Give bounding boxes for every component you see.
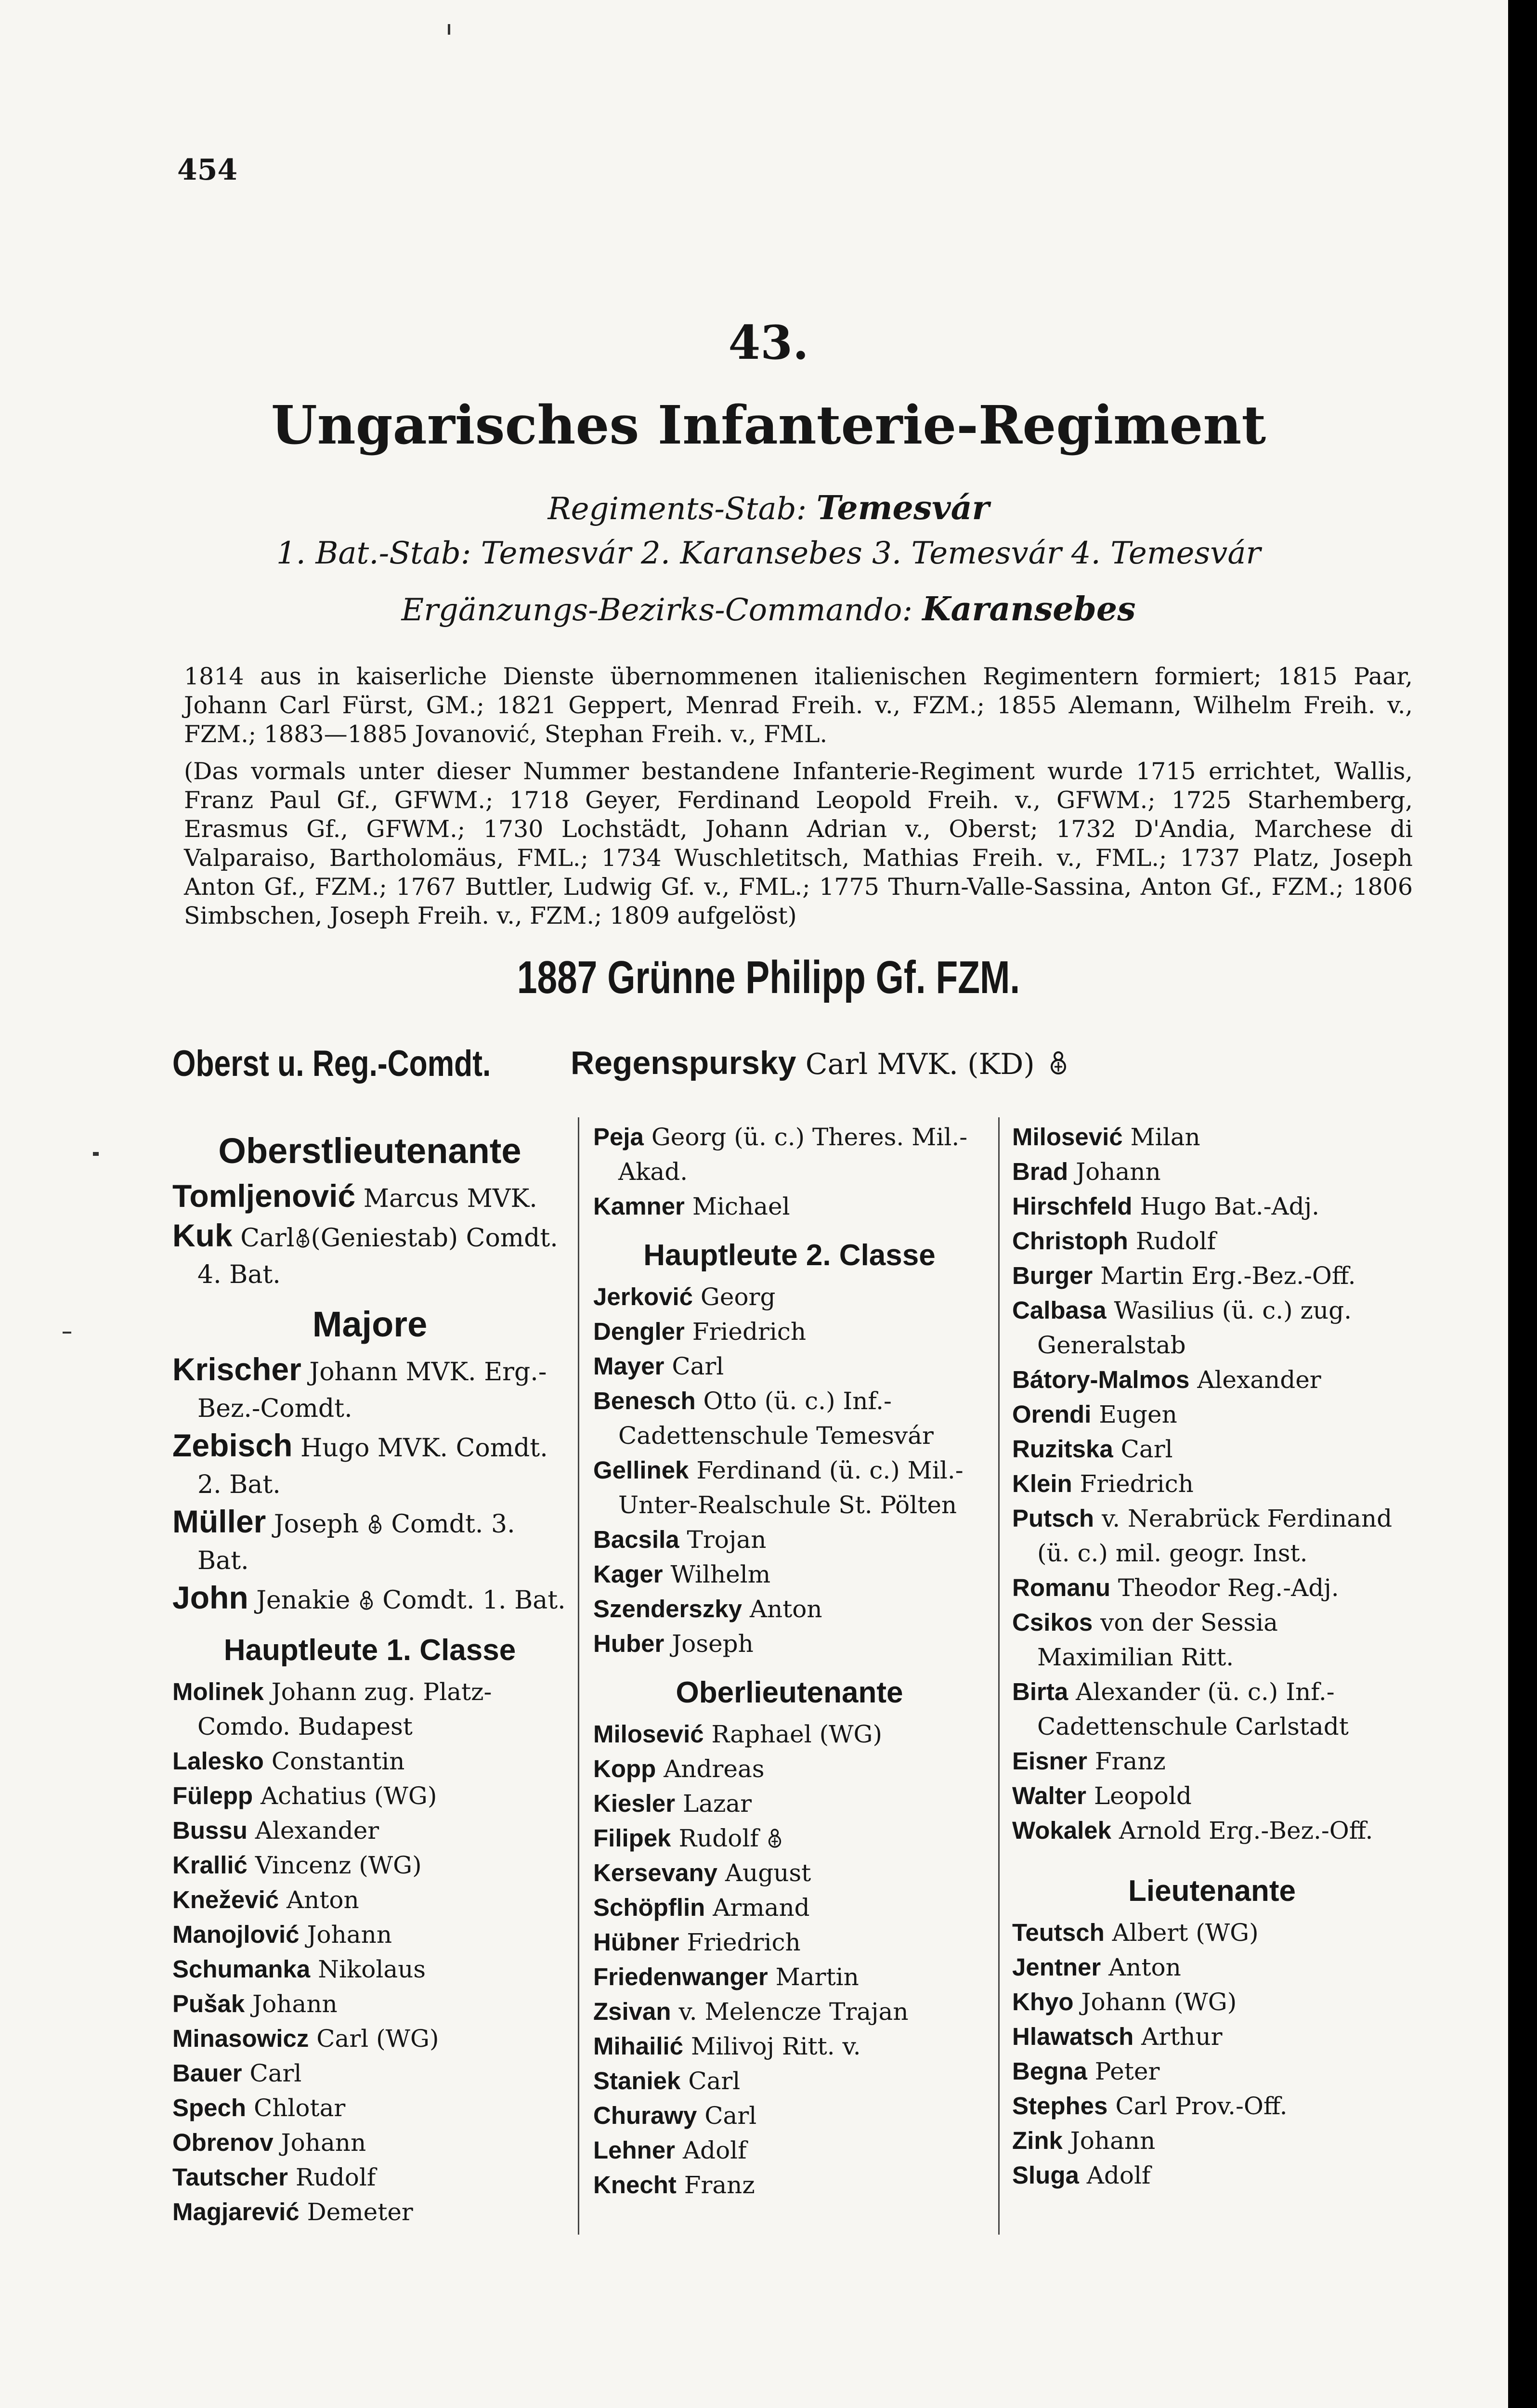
list-item: Khyo Johann (WG) — [1012, 1988, 1237, 2016]
list-item: Zebisch Hugo MVK. Comdt. 2. Bat. — [172, 1427, 548, 1499]
column-divider — [578, 1117, 579, 2235]
decoration-cross-icon — [1049, 1049, 1068, 1077]
list-item: Bussu Alexander — [172, 1817, 379, 1845]
list-item: Manojlović Johann — [172, 1921, 392, 1949]
list-item: Jerković Georg — [593, 1283, 776, 1311]
list-item: Burger Martin Erg.-Bez.-Off. — [1012, 1262, 1356, 1290]
list-item: Lalesko Constantin — [172, 1747, 405, 1775]
list-item: Staniek Carl — [593, 2067, 741, 2095]
list-item: Pušak Johann — [172, 1990, 338, 2018]
list-item: Churawy Carl — [593, 2102, 757, 2130]
page-number: 454 — [177, 153, 238, 187]
list-item: Krallić Vincenz (WG) — [172, 1851, 422, 1879]
list-item: Huber Joseph — [593, 1630, 754, 1658]
list-item: Kager Wilhelm — [593, 1560, 771, 1588]
list-item: Mihailić Milivoj Ritt. v. — [593, 2032, 861, 2060]
oberst-label: Oberst u. Reg.-Comdt. — [172, 1043, 491, 1084]
list-item: Sluga Adolf — [1012, 2161, 1151, 2189]
list-item: Kersevany August — [593, 1859, 811, 1887]
list-item: Krischer Johann MVK. Erg.-Bez.-Comdt. — [172, 1351, 547, 1423]
list-item: Friedenwanger Martin — [593, 1963, 859, 1991]
former-regiment-paragraph: (Das vormals unter dieser Nummer bestandene Infanterie-Regiment wurde 1715 errichtet, Wallis, Franz Paul Gf., GFWM.; 1718 Geyer, Ferdinand Leopold Freih. v., GFWM.; 1725 Starhemberg, Erasmus Gf., GFWM.; 1730 Lochstädt, Johann Adrian v., Oberst; 1732 D'Andia, Marchese di Valparaiso, Bartholomäus, FML.; 1734 Wuschletitsch, Mathias Freih. v., FML.; 1737 Platz, Joseph Anton Gf., FZM.; 1767 Buttler, Ludwig Gf. v., FML.; 1775 Thurn-Valle-Sassina, Anton Gf., FZM.; 1806 Simbschen, Joseph Freih. v., FZM.; 1809 aufgelöst) — [184, 758, 1413, 929]
decoration-cross-icon — [295, 1227, 311, 1249]
column-3 — [1012, 1120, 1412, 2193]
list-item: Milosević Raphael (WG) — [593, 1720, 882, 1748]
heading-oberstlieutenante: Oberstlieutenante — [218, 1131, 521, 1171]
list-item: Szenderszky Anton — [593, 1595, 822, 1623]
column-2 — [593, 1120, 986, 2202]
regiment-staff-line — [0, 489, 1537, 527]
list-item: Kiesler Lazar — [593, 1790, 752, 1818]
list-item: Stephes Carl Prov.-Off. — [1012, 2092, 1288, 2120]
list-item: Hirschfeld Hugo Bat.-Adj. — [1012, 1192, 1320, 1220]
list-item: Bacsila Trojan — [593, 1526, 767, 1554]
list-item: Knecht Franz — [593, 2171, 755, 2199]
column-1 — [172, 1120, 567, 2229]
decoration-cross-icon — [767, 1827, 783, 1849]
list-item: John Jenakie Comdt. 1. Bat. — [172, 1580, 566, 1615]
list-item: Ruzitska Carl — [1012, 1435, 1173, 1463]
decoration-cross-icon — [358, 1589, 375, 1611]
list-item: Müller Joseph Comdt. 3. Bat. — [172, 1504, 515, 1575]
list-item: Knežević Anton — [172, 1886, 359, 1914]
regiment-staff-label: Regiments-Stab: — [547, 491, 807, 527]
list-item: Fülepp Achatius (WG) — [172, 1782, 437, 1810]
list-item: Csikos von der Sessia Maximilian Ritt. — [1012, 1609, 1278, 1671]
list-item: Zink Johann — [1012, 2127, 1156, 2155]
heading-oberlieutenante: Oberlieutenante — [676, 1676, 903, 1709]
list-item: Bátory-Malmos Alexander — [1012, 1366, 1321, 1394]
list-item: Calbasa Wasilius (ü. c.) zug. Generalstab — [1012, 1296, 1352, 1359]
list-item: Tomljenović Marcus MVK. — [172, 1178, 537, 1214]
list-item: Milosević Milan — [1012, 1123, 1200, 1151]
list-item: Peja Georg (ü. c.) Theres. Mil.-Akad. — [593, 1123, 968, 1186]
list-item: Kuk Carl (Geniestab) Comdt. 4. Bat. — [172, 1217, 558, 1289]
list-item: Molinek Johann zug. Platz-Comdo. Budapest — [172, 1678, 492, 1741]
list-item: Tautscher Rudolf — [172, 2163, 376, 2191]
list-item: Lehner Adolf — [593, 2136, 747, 2164]
list-item: Romanu Theodor Reg.-Adj. — [1012, 1574, 1339, 1602]
list-item: Dengler Friedrich — [593, 1318, 807, 1346]
list-item: Kamner Michael — [593, 1192, 790, 1220]
oberst-surname: Regenspursky — [571, 1045, 796, 1081]
column-divider — [998, 1117, 1000, 2235]
list-item: Kopp Andreas — [593, 1755, 765, 1783]
list-item: Minasowicz Carl (WG) — [172, 2025, 439, 2053]
decoration-cross-icon — [367, 1513, 383, 1535]
list-item: Begna Peter — [1012, 2057, 1160, 2085]
regiment-number: 43. — [728, 315, 809, 370]
list-item: Teutsch Albert (WG) — [1012, 1919, 1259, 1947]
list-item: Benesch Otto (ü. c.) Inf.-Cadettenschule Temesvár — [593, 1387, 934, 1450]
list-item: Birta Alexander (ü. c.) Inf.-Cadettenschule Carlstadt — [1012, 1678, 1349, 1741]
list-item: Schöpflin Armand — [593, 1894, 810, 1922]
scan-speck — [63, 1332, 71, 1334]
list-item: Brad Johann — [1012, 1158, 1161, 1186]
list-item: Zsivan v. Melencze Trajan — [593, 1998, 909, 2026]
scan-speck — [93, 1152, 99, 1156]
list-item: Walter Leopold — [1012, 1782, 1192, 1810]
list-item: Magjarević Demeter — [172, 2198, 413, 2226]
list-item: Eisner Franz — [1012, 1747, 1166, 1775]
list-item: Orendi Eugen — [1012, 1400, 1177, 1428]
list-item: Obrenov Johann — [172, 2129, 366, 2157]
battalion-staff-line: 1. Bat.-Stab: Temesvár 2. Karansebes 3. Temesvár 4. Temesvár — [276, 536, 1261, 571]
oberst-entry — [571, 1044, 1068, 1082]
list-item: Schumanka Nikolaus — [172, 1955, 426, 1983]
heading-majore: Majore — [312, 1304, 428, 1344]
list-item: Putsch v. Nerabrück Ferdinand (ü. c.) mil. geogr. Inst. — [1012, 1505, 1393, 1567]
list-item: Klein Friedrich — [1012, 1470, 1194, 1498]
list-item: Jentner Anton — [1012, 1953, 1181, 1981]
list-item: Hlawatsch Arthur — [1012, 2023, 1223, 2051]
list-item: Bauer Carl — [172, 2059, 302, 2087]
list-item: Gellinek Ferdinand (ü. c.) Mil.-Unter-Realschule St. Pölten — [593, 1456, 964, 1519]
heading-lieutenante: Lieutenante — [1128, 1874, 1296, 1908]
list-item: Mayer Carl — [593, 1352, 724, 1380]
history-paragraph: 1814 aus in kaiserliche Dienste übernommenen italienischen Regimentern formiert; 1815 Paar, Johann Carl Fürst, GM.; 1821 Geppert, Menrad Freih. v., FZM.; 1855 Alemann, Wilhelm Freih. v., FZM.; 1883—1885 Jovanović, Stephan Freih. v., FML. — [184, 663, 1413, 748]
scan-speck — [448, 24, 450, 35]
heading-hauptleute-1: Hauptleute 1. Classe — [223, 1634, 516, 1667]
heading-hauptleute-2: Hauptleute 2. Classe — [643, 1239, 936, 1272]
regiment-staff-value: Temesvár — [816, 489, 990, 527]
regiment-title: Ungarisches Infanterie-Regiment — [271, 394, 1266, 456]
regiment-inhaber: 1887 Grünne Philipp Gf. FZM. — [517, 952, 1020, 1003]
district-command-line — [0, 590, 1537, 628]
district-command-value: Karansebes — [922, 590, 1136, 628]
list-item: Wokalek Arnold Erg.-Bez.-Off. — [1012, 1817, 1373, 1845]
oberst-details: Carl MVK. (KD) — [805, 1047, 1035, 1081]
list-item: Filipek Rudolf — [593, 1821, 986, 1856]
list-item: Hübner Friedrich — [593, 1928, 801, 1956]
list-item: Christoph Rudolf — [1012, 1227, 1216, 1255]
district-command-label: Ergänzungs-Bezirks-Commando: — [401, 592, 912, 628]
list-item: Spech Chlotar — [172, 2094, 346, 2122]
